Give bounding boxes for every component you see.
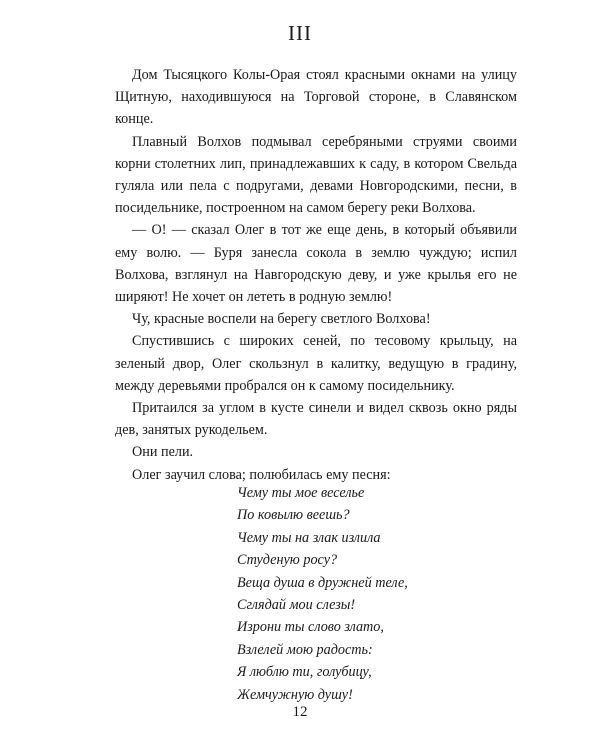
verse-line: Изрони ты слово злато, — [237, 619, 384, 636]
paragraph: Спустившись с широких сеней, по тесовому крыльцу, на зеленый двор, Олег скользнул в калитку, ведущую в градину, между деревьями пробрался он к самому посидельнику. — [115, 333, 517, 394]
paragraph: — О! — сказал Олег в тот же еще день, в который объявили ему волю. — Буря занесла сокола в землю чуждую; испил Волхова, взглянул на Навгородскую деву, и уже крылья его не ширяют! Не хочет он лететь в родную землю! — [115, 222, 517, 306]
paragraph: Плавный Волхов подмывал серебряными струями своими корни столетних лип, принадлежавших к саду, в котором Свельда гуляла или пела с подругами, девами Новгородскими, песни, в посидельнике, построенном на самом берегу реки Волхова. — [115, 133, 517, 217]
verse-line: Жемчужную душу! — [237, 686, 353, 703]
verse-line: Чему ты мое веселье — [237, 485, 365, 501]
verse-line: Сглядай мои слезы! — [237, 597, 356, 614]
verse-line: Я люблю ти, голубицу, — [237, 664, 372, 681]
verse-block — [237, 482, 408, 706]
chapter-heading: III — [288, 21, 312, 45]
verse-line: Студеную росу? — [237, 552, 338, 569]
paragraph: Они пели. — [132, 444, 194, 461]
paragraph: Чу, красные воспели на берегу светлого Волхова! — [132, 311, 431, 328]
verse-line: Взлелей мою радость: — [237, 641, 373, 658]
page-number: 12 — [292, 704, 308, 720]
verse-line: Чему ты на злак излила — [237, 529, 381, 546]
verse-line: По ковылю веешь? — [237, 507, 350, 524]
paragraph: Олег заучил слова; полюбилась ему песня: — [132, 466, 391, 483]
verse-line: Веща душа в дружней теле, — [237, 574, 408, 591]
paragraph: Дом Тысяцкого Колы-Орая стоял красными окнами на улицу Щитную, находившуюся на Торговой стороне, в Славянском конце. — [115, 67, 517, 128]
body-text — [115, 64, 517, 486]
paragraph: Притаился за углом в кусте синели и видел сквозь окно ряды дев, занятых рукодельем. — [115, 400, 517, 439]
